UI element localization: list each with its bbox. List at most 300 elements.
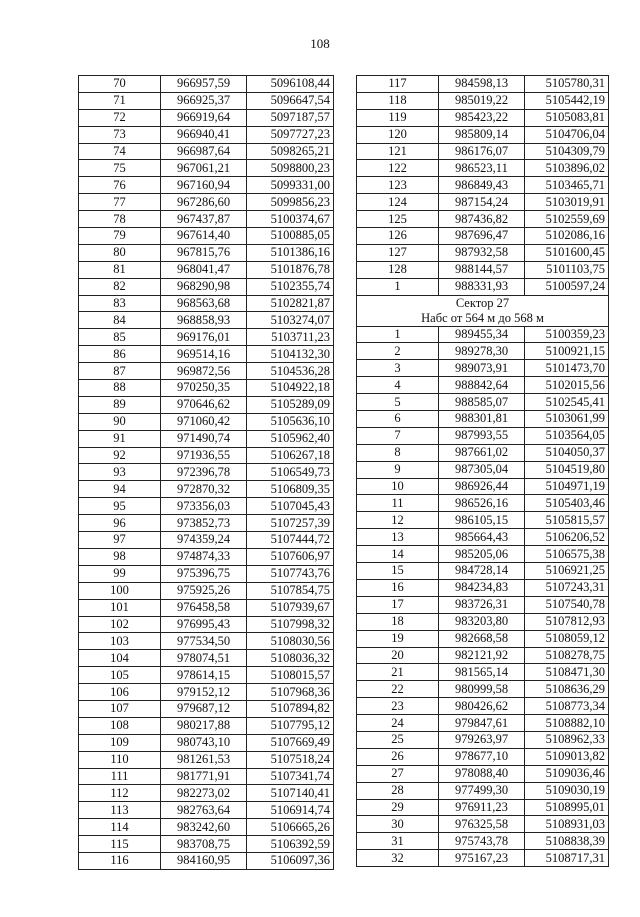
x-coordinate-cell: 988144,57 <box>439 261 525 278</box>
y-coordinate-cell: 5104922,18 <box>247 380 334 397</box>
table-row <box>79 295 334 312</box>
point-number-cell: 89 <box>79 396 161 413</box>
point-number-cell: 17 <box>357 596 439 613</box>
x-coordinate-cell: 978677,10 <box>439 748 525 765</box>
point-number-cell: 90 <box>79 413 161 430</box>
point-number-cell: 114 <box>79 819 161 836</box>
table-row <box>357 326 609 343</box>
x-coordinate-cell: 976458,58 <box>161 599 247 616</box>
x-coordinate-cell: 972870,32 <box>161 481 247 498</box>
x-coordinate-cell: 966957,59 <box>161 76 247 93</box>
x-coordinate-cell: 976995,43 <box>161 616 247 633</box>
y-coordinate-cell: 5107939,67 <box>247 599 334 616</box>
y-coordinate-cell: 5109030,19 <box>525 782 609 799</box>
table-row <box>357 748 609 765</box>
y-coordinate-cell: 5105962,40 <box>247 430 334 447</box>
y-coordinate-cell: 5102015,56 <box>525 377 609 394</box>
table-row <box>357 427 609 444</box>
table-row <box>357 563 609 580</box>
x-coordinate-cell: 971060,42 <box>161 413 247 430</box>
point-number-cell: 91 <box>79 430 161 447</box>
point-number-cell: 81 <box>79 261 161 278</box>
table-row <box>79 633 334 650</box>
x-coordinate-cell: 987154,24 <box>439 194 525 211</box>
y-coordinate-cell: 5100885,05 <box>247 228 334 245</box>
x-coordinate-cell: 984728,14 <box>439 563 525 580</box>
x-coordinate-cell: 973852,73 <box>161 515 247 532</box>
y-coordinate-cell: 5109013,82 <box>525 748 609 765</box>
table-row <box>79 734 334 751</box>
y-coordinate-cell: 5103274,07 <box>247 312 334 329</box>
point-number-cell: 127 <box>357 244 439 261</box>
y-coordinate-cell: 5108773,34 <box>525 698 609 715</box>
x-coordinate-cell: 969176,01 <box>161 329 247 346</box>
point-number-cell: 19 <box>357 630 439 647</box>
point-number-cell: 26 <box>357 748 439 765</box>
table-row <box>357 126 609 143</box>
point-number-cell: 128 <box>357 261 439 278</box>
x-coordinate-cell: 981565,14 <box>439 664 525 681</box>
y-coordinate-cell: 5096108,44 <box>247 76 334 93</box>
point-number-cell: 108 <box>79 717 161 734</box>
point-number-cell: 98 <box>79 548 161 565</box>
table-row <box>79 616 334 633</box>
point-number-cell: 97 <box>79 532 161 549</box>
y-coordinate-cell: 5105403,46 <box>525 495 609 512</box>
y-coordinate-cell: 5102545,41 <box>525 394 609 411</box>
page-number: 108 <box>310 36 330 51</box>
point-number-cell: 103 <box>79 633 161 650</box>
table-row <box>357 782 609 799</box>
table-row <box>357 343 609 360</box>
table-row <box>79 228 334 245</box>
point-number-cell: 15 <box>357 563 439 580</box>
y-coordinate-cell: 5105780,31 <box>525 76 609 93</box>
point-number-cell: 6 <box>357 411 439 428</box>
x-coordinate-cell: 979263,97 <box>439 731 525 748</box>
y-coordinate-cell: 5101103,75 <box>525 261 609 278</box>
sector-header-row <box>357 295 609 326</box>
x-coordinate-cell: 974874,33 <box>161 548 247 565</box>
x-coordinate-cell: 980999,58 <box>439 681 525 698</box>
x-coordinate-cell: 977499,30 <box>439 782 525 799</box>
point-number-cell: 120 <box>357 126 439 143</box>
point-number-cell: 99 <box>79 565 161 582</box>
x-coordinate-cell: 971936,55 <box>161 447 247 464</box>
table-row <box>79 548 334 565</box>
point-number-cell: 1 <box>357 278 439 295</box>
y-coordinate-cell: 5106549,73 <box>247 464 334 481</box>
point-number-cell: 18 <box>357 613 439 630</box>
point-number-cell: 27 <box>357 765 439 782</box>
table-row <box>357 681 609 698</box>
point-number-cell: 13 <box>357 529 439 546</box>
point-number-cell: 23 <box>357 698 439 715</box>
y-coordinate-cell: 5097727,23 <box>247 126 334 143</box>
point-number-cell: 2 <box>357 343 439 360</box>
y-coordinate-cell: 5103019,91 <box>525 194 609 211</box>
y-coordinate-cell: 5105815,57 <box>525 512 609 529</box>
table-row <box>357 613 609 630</box>
table-row <box>79 278 334 295</box>
point-number-cell: 111 <box>79 768 161 785</box>
x-coordinate-cell: 969514,16 <box>161 346 247 363</box>
table-row <box>79 211 334 228</box>
table-row <box>357 765 609 782</box>
table-row <box>357 244 609 261</box>
point-number-cell: 92 <box>79 447 161 464</box>
point-number-cell: 85 <box>79 329 161 346</box>
point-number-cell: 102 <box>79 616 161 633</box>
sector-header-body <box>357 295 609 326</box>
point-number-cell: 14 <box>357 546 439 563</box>
point-number-cell: 110 <box>79 751 161 768</box>
x-coordinate-cell: 967286,60 <box>161 194 247 211</box>
y-coordinate-cell: 5104536,28 <box>247 363 334 380</box>
table-row <box>79 717 334 734</box>
y-coordinate-cell: 5108471,30 <box>525 664 609 681</box>
table-row <box>79 194 334 211</box>
point-number-cell: 109 <box>79 734 161 751</box>
y-coordinate-cell: 5101600,45 <box>525 244 609 261</box>
y-coordinate-cell: 5107606,97 <box>247 548 334 565</box>
x-coordinate-cell: 982273,02 <box>161 785 247 802</box>
y-coordinate-cell: 5108882,10 <box>525 715 609 732</box>
x-coordinate-cell: 968858,93 <box>161 312 247 329</box>
table-row <box>79 836 334 853</box>
point-number-cell: 76 <box>79 177 161 194</box>
x-coordinate-cell: 986176,07 <box>439 143 525 160</box>
table-row <box>79 582 334 599</box>
point-number-cell: 78 <box>79 211 161 228</box>
point-number-cell: 4 <box>357 377 439 394</box>
table-row <box>79 346 334 363</box>
x-coordinate-cell: 986105,15 <box>439 512 525 529</box>
table-row <box>79 700 334 717</box>
y-coordinate-cell: 5102355,74 <box>247 278 334 295</box>
point-number-cell: 5 <box>357 394 439 411</box>
x-coordinate-cell: 967815,76 <box>161 244 247 261</box>
table-row <box>79 802 334 819</box>
x-coordinate-cell: 985205,06 <box>439 546 525 563</box>
y-coordinate-cell: 5107518,24 <box>247 751 334 768</box>
point-number-cell: 115 <box>79 836 161 853</box>
table-row <box>79 447 334 464</box>
table-row <box>357 478 609 495</box>
point-number-cell: 106 <box>79 684 161 701</box>
x-coordinate-cell: 967160,94 <box>161 177 247 194</box>
x-coordinate-cell: 979152,12 <box>161 684 247 701</box>
point-number-cell: 118 <box>357 92 439 109</box>
y-coordinate-cell: 5108015,57 <box>247 667 334 684</box>
x-coordinate-cell: 971490,74 <box>161 430 247 447</box>
y-coordinate-cell: 5104132,30 <box>247 346 334 363</box>
point-number-cell: 116 <box>79 852 161 869</box>
y-coordinate-cell: 5106809,35 <box>247 481 334 498</box>
point-number-cell: 123 <box>357 177 439 194</box>
x-coordinate-cell: 981771,91 <box>161 768 247 785</box>
y-coordinate-cell: 5105442,19 <box>525 92 609 109</box>
x-coordinate-cell: 966925,37 <box>161 92 247 109</box>
x-coordinate-cell: 987993,55 <box>439 427 525 444</box>
y-coordinate-cell: 5107140,41 <box>247 785 334 802</box>
coordinates-table-left <box>78 75 334 870</box>
y-coordinate-cell: 5104706,04 <box>525 126 609 143</box>
x-coordinate-cell: 988585,07 <box>439 394 525 411</box>
point-number-cell: 77 <box>79 194 161 211</box>
x-coordinate-cell: 987305,04 <box>439 461 525 478</box>
table-row <box>357 360 609 377</box>
x-coordinate-cell: 980217,88 <box>161 717 247 734</box>
point-number-cell: 107 <box>79 700 161 717</box>
x-coordinate-cell: 989278,30 <box>439 343 525 360</box>
x-coordinate-cell: 966940,41 <box>161 126 247 143</box>
table-row <box>357 261 609 278</box>
table-row <box>357 731 609 748</box>
point-number-cell: 84 <box>79 312 161 329</box>
y-coordinate-cell: 5103465,71 <box>525 177 609 194</box>
point-number-cell: 71 <box>79 92 161 109</box>
point-number-cell: 122 <box>357 160 439 177</box>
table-row <box>357 76 609 93</box>
point-number-cell: 74 <box>79 143 161 160</box>
table-row <box>357 411 609 428</box>
y-coordinate-cell: 5108636,29 <box>525 681 609 698</box>
y-coordinate-cell: 5102086,16 <box>525 228 609 245</box>
table-row <box>79 768 334 785</box>
point-number-cell: 126 <box>357 228 439 245</box>
table-row <box>79 396 334 413</box>
y-coordinate-cell: 5104519,80 <box>525 461 609 478</box>
table-row <box>79 785 334 802</box>
table-row <box>357 698 609 715</box>
sector-title: Сектор 27 <box>455 295 510 310</box>
x-coordinate-cell: 975167,23 <box>439 850 525 867</box>
x-coordinate-cell: 970646,62 <box>161 396 247 413</box>
x-coordinate-cell: 982121,92 <box>439 647 525 664</box>
y-coordinate-cell: 5104971,19 <box>525 478 609 495</box>
x-coordinate-cell: 968563,68 <box>161 295 247 312</box>
y-coordinate-cell: 5107854,75 <box>247 582 334 599</box>
y-coordinate-cell: 5108838,39 <box>525 833 609 850</box>
table-row <box>79 684 334 701</box>
x-coordinate-cell: 987932,58 <box>439 244 525 261</box>
point-number-cell: 24 <box>357 715 439 732</box>
x-coordinate-cell: 973356,03 <box>161 498 247 515</box>
x-coordinate-cell: 982763,64 <box>161 802 247 819</box>
x-coordinate-cell: 986849,43 <box>439 177 525 194</box>
y-coordinate-cell: 5099856,23 <box>247 194 334 211</box>
table-row <box>79 819 334 836</box>
y-coordinate-cell: 5098800,23 <box>247 160 334 177</box>
x-coordinate-cell: 988331,93 <box>439 278 525 295</box>
point-number-cell: 25 <box>357 731 439 748</box>
y-coordinate-cell: 5103061,99 <box>525 411 609 428</box>
point-number-cell: 125 <box>357 211 439 228</box>
x-coordinate-cell: 983203,80 <box>439 613 525 630</box>
table-row <box>79 413 334 430</box>
table-row <box>357 630 609 647</box>
point-number-cell: 1 <box>357 326 439 343</box>
y-coordinate-cell: 5108962,33 <box>525 731 609 748</box>
x-coordinate-cell: 985019,22 <box>439 92 525 109</box>
x-coordinate-cell: 984234,83 <box>439 579 525 596</box>
table-row <box>357 850 609 867</box>
y-coordinate-cell: 5108030,56 <box>247 633 334 650</box>
y-coordinate-cell: 5106914,74 <box>247 802 334 819</box>
table-row <box>357 177 609 194</box>
y-coordinate-cell: 5107669,49 <box>247 734 334 751</box>
y-coordinate-cell: 5107968,36 <box>247 684 334 701</box>
table-row <box>79 852 334 869</box>
point-number-cell: 16 <box>357 579 439 596</box>
y-coordinate-cell: 5106206,52 <box>525 529 609 546</box>
y-coordinate-cell: 5108059,12 <box>525 630 609 647</box>
table-row <box>79 109 334 126</box>
y-coordinate-cell: 5108931,03 <box>525 816 609 833</box>
table-row <box>357 546 609 563</box>
x-coordinate-cell: 975396,75 <box>161 565 247 582</box>
y-coordinate-cell: 5103896,02 <box>525 160 609 177</box>
table-row <box>79 312 334 329</box>
table-row <box>79 599 334 616</box>
y-coordinate-cell: 5101876,78 <box>247 261 334 278</box>
point-number-cell: 93 <box>79 464 161 481</box>
table-row <box>79 160 334 177</box>
point-number-cell: 72 <box>79 109 161 126</box>
y-coordinate-cell: 5097187,57 <box>247 109 334 126</box>
point-number-cell: 30 <box>357 816 439 833</box>
x-coordinate-cell: 970250,35 <box>161 380 247 397</box>
point-number-cell: 96 <box>79 515 161 532</box>
point-number-cell: 112 <box>79 785 161 802</box>
x-coordinate-cell: 977534,50 <box>161 633 247 650</box>
sector-header-cell <box>357 295 609 326</box>
table-row <box>357 647 609 664</box>
table-row <box>79 498 334 515</box>
point-number-cell: 87 <box>79 363 161 380</box>
x-coordinate-cell: 980743,10 <box>161 734 247 751</box>
y-coordinate-cell: 5102821,87 <box>247 295 334 312</box>
table-row <box>79 363 334 380</box>
y-coordinate-cell: 5103564,05 <box>525 427 609 444</box>
point-number-cell: 10 <box>357 478 439 495</box>
point-number-cell: 104 <box>79 650 161 667</box>
x-coordinate-cell: 966987,64 <box>161 143 247 160</box>
point-number-cell: 95 <box>79 498 161 515</box>
y-coordinate-cell: 5107045,43 <box>247 498 334 515</box>
table-row <box>357 512 609 529</box>
x-coordinate-cell: 978088,40 <box>439 765 525 782</box>
point-number-cell: 32 <box>357 850 439 867</box>
x-coordinate-cell: 968041,47 <box>161 261 247 278</box>
y-coordinate-cell: 5107795,12 <box>247 717 334 734</box>
x-coordinate-cell: 986526,16 <box>439 495 525 512</box>
point-number-cell: 94 <box>79 481 161 498</box>
point-number-cell: 119 <box>357 109 439 126</box>
x-coordinate-cell: 985664,43 <box>439 529 525 546</box>
y-coordinate-cell: 5106097,36 <box>247 852 334 869</box>
y-coordinate-cell: 5099331,00 <box>247 177 334 194</box>
y-coordinate-cell: 5107998,32 <box>247 616 334 633</box>
table-row <box>357 194 609 211</box>
x-coordinate-cell: 968290,98 <box>161 278 247 295</box>
table-row <box>357 579 609 596</box>
table-row <box>357 211 609 228</box>
table-row <box>357 160 609 177</box>
point-number-cell: 79 <box>79 228 161 245</box>
x-coordinate-cell: 979847,61 <box>439 715 525 732</box>
x-coordinate-cell: 986523,11 <box>439 160 525 177</box>
x-coordinate-cell: 989073,91 <box>439 360 525 377</box>
y-coordinate-cell: 5107540,78 <box>525 596 609 613</box>
table-row <box>79 329 334 346</box>
y-coordinate-cell: 5098265,21 <box>247 143 334 160</box>
table-row <box>79 92 334 109</box>
table-row <box>357 495 609 512</box>
table-row <box>357 596 609 613</box>
table-row <box>79 481 334 498</box>
x-coordinate-cell: 976325,58 <box>439 816 525 833</box>
x-coordinate-cell: 978074,51 <box>161 650 247 667</box>
table-row <box>79 380 334 397</box>
x-coordinate-cell: 969872,56 <box>161 363 247 380</box>
table-row <box>79 532 334 549</box>
x-coordinate-cell: 980426,62 <box>439 698 525 715</box>
table-row <box>357 461 609 478</box>
table-row <box>357 394 609 411</box>
x-coordinate-cell: 981261,53 <box>161 751 247 768</box>
x-coordinate-cell: 966919,64 <box>161 109 247 126</box>
y-coordinate-cell: 5104309,79 <box>525 143 609 160</box>
table-row <box>357 109 609 126</box>
right-table-body-bottom <box>357 326 609 867</box>
table-row <box>357 278 609 295</box>
point-number-cell: 21 <box>357 664 439 681</box>
table-row <box>79 667 334 684</box>
y-coordinate-cell: 5105289,09 <box>247 396 334 413</box>
point-number-cell: 88 <box>79 380 161 397</box>
table-row <box>79 76 334 93</box>
point-number-cell: 80 <box>79 244 161 261</box>
x-coordinate-cell: 974359,24 <box>161 532 247 549</box>
point-number-cell: 11 <box>357 495 439 512</box>
x-coordinate-cell: 984598,13 <box>439 76 525 93</box>
x-coordinate-cell: 975925,26 <box>161 582 247 599</box>
y-coordinate-cell: 5106392,59 <box>247 836 334 853</box>
table-row <box>79 515 334 532</box>
table-row <box>357 664 609 681</box>
point-number-cell: 105 <box>79 667 161 684</box>
point-number-cell: 9 <box>357 461 439 478</box>
y-coordinate-cell: 5109036,46 <box>525 765 609 782</box>
sector-subtitle: Набс от 564 м до 568 м <box>421 310 544 325</box>
x-coordinate-cell: 983726,31 <box>439 596 525 613</box>
x-coordinate-cell: 987436,82 <box>439 211 525 228</box>
point-number-cell: 70 <box>79 76 161 93</box>
table-row <box>79 565 334 582</box>
y-coordinate-cell: 5107894,82 <box>247 700 334 717</box>
table-row <box>79 126 334 143</box>
y-coordinate-cell: 5107812,93 <box>525 613 609 630</box>
table-row <box>357 228 609 245</box>
y-coordinate-cell: 5100359,23 <box>525 326 609 343</box>
y-coordinate-cell: 5107444,72 <box>247 532 334 549</box>
point-number-cell: 101 <box>79 599 161 616</box>
point-number-cell: 86 <box>79 346 161 363</box>
point-number-cell: 31 <box>357 833 439 850</box>
left-table-body <box>79 76 334 870</box>
